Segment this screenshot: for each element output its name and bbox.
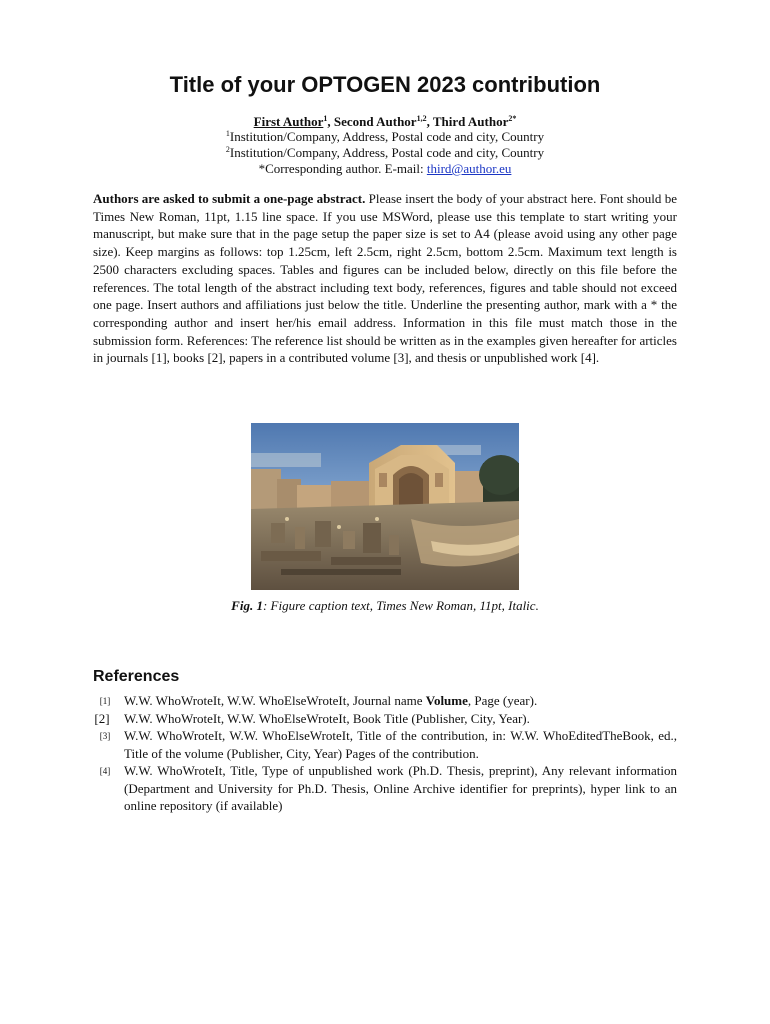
reference-number: [3] [99,731,111,741]
affiliation-1 [0,129,770,145]
figure-caption [0,598,770,614]
reference-text: W.W. WhoWroteIt, W.W. WhoElseWroteIt, Book Title (Publisher, City, Year). [124,710,530,726]
reference-number: [1] [99,696,111,706]
figure-caption-text: : Figure caption text, Times New Roman, 11pt, Italic. [262,598,539,613]
reference-item [93,692,677,710]
abstract-lead: Authors are asked to submit a one-page abstract. [93,191,366,206]
corresponding-prefix: *Corresponding author. E-mail: [258,161,427,176]
author-sup: 1 [323,114,328,123]
figure-image [251,423,519,590]
affiliation-text: Institution/Company, Address, Postal code and city, Country [229,129,545,144]
author-sup: 1,2 [416,114,427,123]
reference-number: [2] [94,710,110,726]
email-link[interactable]: third@author.eu [426,161,512,176]
third-author: , Third Author [426,114,509,129]
reference-item [93,727,677,762]
references-heading: References [93,668,180,685]
reference-volume: Volume [425,693,468,708]
author-line [0,114,770,130]
second-author: , Second Author [327,114,417,129]
affiliation-text: Institution/Company, Address, Postal code and city, Country [229,145,545,160]
reference-text: W.W. WhoWroteIt, W.W. WhoElseWroteIt, Title of the contribution, in: W.W. WhoEditedTheBook, ed., Title of the volume (Publisher, City, Year) Pages of the contribution. [124,728,677,761]
reference-text-end: , Page (year). [467,693,538,708]
affiliation-2 [0,145,770,161]
author-sup: 2* [508,114,517,123]
corresponding-author-line [0,161,770,177]
figure-label: Fig. 1 [231,598,263,613]
abstract-body [93,190,677,367]
affiliation-sup: 1 [225,129,230,138]
reference-number: [4] [99,766,111,776]
reference-text: W.W. WhoWroteIt, Title, Type of unpublished work (Ph.D. Thesis, preprint), Any relevant information (Department and University for Ph.D. Thesis, Online Archive identifier for preprints), hyper link to an online repository (if available) [124,763,677,813]
reference-text: W.W. WhoWroteIt, W.W. WhoElseWroteIt, Journal name [124,693,426,708]
affiliation-sup: 2 [225,145,230,154]
document-title: Title of your OPTOGEN 2023 contribution [169,72,601,97]
abstract-text: Please insert the body of your abstract here. Font should be Times New Roman, 11pt, 1.15 line space. If you use MSWord, please use this template to start writing your manuscript, but make sure that in the page setup the paper size is set to A4 (please avoid using any other page size). Keep margins as follows: top 1.25cm, left 2.5cm, right 2.5cm, bottom 2.5cm. Maximum text length is 2500 characters excluding spaces. Tables and figures can be included below, directly on this file before the references. The total length of the abstract including text body, references, figures and table should not exceed one page. Insert authors and affiliations just below the title. Underline the presenting author, mark with a * the corresponding author and insert her/his email address. Information in this file must match those in the submission form. References: The reference list should be written as in the examples given hereafter for articles in journals [1], books [2], papers in a contributed volume [3], and thesis or unpublished work [4]. [93,191,677,366]
references-list [93,692,677,815]
reference-item [93,710,677,728]
reference-item [93,762,677,815]
presenting-author: First Author [253,114,324,129]
